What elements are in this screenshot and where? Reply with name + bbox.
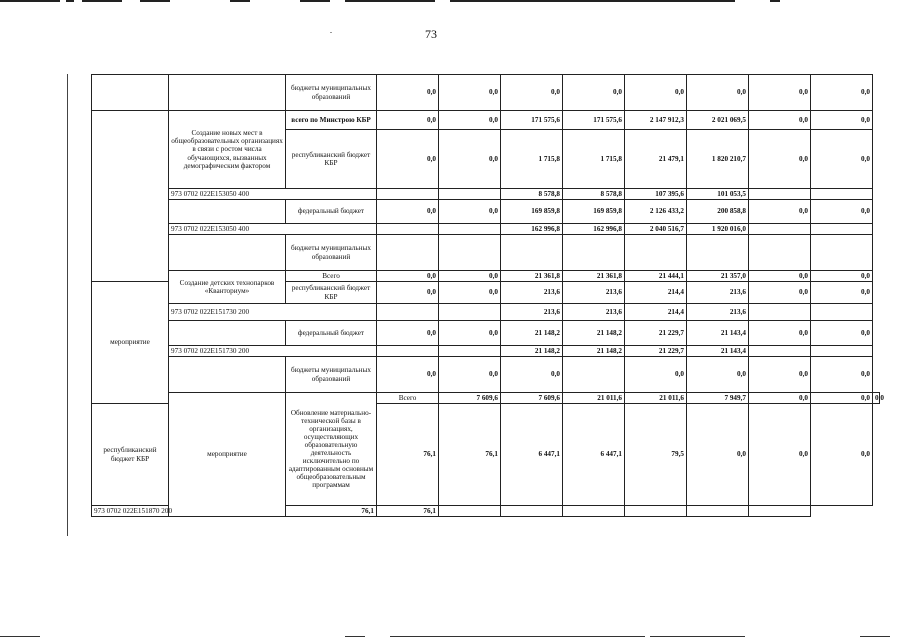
value-cell: 7 609,6: [501, 393, 563, 404]
value-cell: 213,6: [563, 304, 625, 321]
table-row: [92, 304, 880, 321]
value-cell: 0,0: [811, 393, 873, 404]
budget-code-cell: 973 0702 022E151730 200: [169, 304, 377, 321]
value-cell: 7 609,6: [439, 393, 501, 404]
value-cell: 0,0: [749, 357, 811, 393]
table-row: [92, 235, 880, 271]
value-cell: 21 143,4: [687, 321, 749, 346]
value-cell: 0,0: [501, 357, 563, 393]
value-cell: 8 578,8: [563, 189, 625, 200]
source-cell: бюджеты муниципальных образований: [286, 235, 377, 271]
value-cell: 1 820 210,7: [687, 130, 749, 189]
value-cell: [377, 224, 439, 235]
row-name-cell: [169, 357, 286, 393]
value-cell: 0,0: [749, 321, 811, 346]
value-cell: 0,0: [811, 271, 873, 282]
row-name-cell: [169, 200, 286, 224]
table-row: [92, 271, 880, 282]
value-cell: [439, 224, 501, 235]
value-cell: 0,0: [811, 321, 873, 346]
value-cell: 0,0: [377, 282, 439, 304]
value-cell: 107 395,6: [625, 189, 687, 200]
value-cell: 0,0: [625, 357, 687, 393]
value-cell: 21 148,2: [501, 321, 563, 346]
table-row: [92, 321, 880, 346]
value-cell: 0,0: [811, 357, 873, 393]
value-cell: 200 858,8: [687, 200, 749, 224]
value-cell: 2 147 912,3: [625, 111, 687, 130]
bottom-scan-edge: [0, 634, 905, 640]
value-cell: 21 011,6: [625, 393, 687, 404]
value-cell: [811, 346, 873, 357]
table-row: [92, 393, 880, 404]
value-cell: 0,0: [811, 130, 873, 189]
value-cell: [439, 189, 501, 200]
value-cell: [625, 506, 687, 517]
budget-code-cell: 973 0702 022E153050 400: [169, 189, 377, 200]
value-cell: 162 996,8: [501, 224, 563, 235]
source-cell: Всего: [377, 393, 439, 404]
value-cell: 0,0: [873, 393, 880, 404]
value-cell: 213,6: [687, 304, 749, 321]
value-cell: 0,0: [377, 271, 439, 282]
table-row: [92, 506, 880, 517]
source-cell: республиканский бюджет КБР: [286, 130, 377, 189]
value-cell: 0,0: [439, 271, 501, 282]
value-cell: 171 575,6: [563, 111, 625, 130]
value-cell: [439, 346, 501, 357]
row-type-cell: [92, 111, 169, 282]
value-cell: 21 229,7: [625, 346, 687, 357]
budget-code-cell: 973 0702 022E151870 200: [92, 506, 286, 517]
value-cell: 0,0: [625, 75, 687, 111]
value-cell: 0,0: [439, 321, 501, 346]
value-cell: 1 715,8: [563, 130, 625, 189]
value-cell: 21 357,0: [687, 271, 749, 282]
table-row: [92, 346, 880, 357]
value-cell: 79,5: [625, 404, 687, 506]
value-cell: [811, 224, 873, 235]
table-row: [92, 224, 880, 235]
value-cell: 171 575,6: [501, 111, 563, 130]
value-cell: 0,0: [749, 130, 811, 189]
value-cell: 0,0: [439, 75, 501, 111]
value-cell: 76,1: [286, 506, 377, 517]
value-cell: 2 021 069,5: [687, 111, 749, 130]
value-cell: 1 920 016,0: [687, 224, 749, 235]
value-cell: 76,1: [377, 404, 439, 506]
value-cell: 0,0: [439, 130, 501, 189]
scan-speck: [330, 32, 332, 33]
budget-code-cell: 973 0702 022E153050 400: [169, 224, 377, 235]
page-number: 73: [425, 27, 437, 41]
source-cell: федеральный бюджет: [286, 200, 377, 224]
value-cell: 6 447,1: [501, 404, 563, 506]
row-type-cell: мероприятие: [92, 282, 169, 404]
value-cell: [501, 506, 563, 517]
value-cell: 8 578,8: [501, 189, 563, 200]
budget-table: [91, 74, 884, 517]
source-cell: федеральный бюджет: [286, 321, 377, 346]
value-cell: 0,0: [687, 357, 749, 393]
value-cell: 169 859,8: [501, 200, 563, 224]
value-cell: 2 126 433,2: [625, 200, 687, 224]
value-cell: 213,6: [501, 282, 563, 304]
value-cell: 0,0: [749, 404, 811, 506]
value-cell: [749, 224, 811, 235]
value-cell: [563, 235, 625, 271]
table-row: [92, 189, 880, 200]
activity-name-cell: Создание новых мест в общеобразовательных организациях в связи с ростом числа обучающихся, вызванных демографическим фактором: [169, 111, 286, 189]
value-cell: [811, 189, 873, 200]
value-cell: 0,0: [687, 75, 749, 111]
value-cell: 0,0: [563, 75, 625, 111]
value-cell: [811, 304, 873, 321]
row-name-cell: [169, 235, 286, 271]
value-cell: 213,6: [563, 282, 625, 304]
value-cell: 0,0: [377, 200, 439, 224]
value-cell: 21 148,2: [563, 346, 625, 357]
value-cell: 21 479,1: [625, 130, 687, 189]
value-cell: 0,0: [439, 200, 501, 224]
value-cell: [377, 346, 439, 357]
value-cell: 214,4: [625, 282, 687, 304]
top-scan-edge: [0, 0, 905, 4]
source-cell: республиканский бюджет КБР: [92, 404, 169, 506]
value-cell: [563, 357, 625, 393]
value-cell: 214,4: [625, 304, 687, 321]
value-cell: 21 361,8: [563, 271, 625, 282]
value-cell: 21 229,7: [625, 321, 687, 346]
row-type-cell: [92, 75, 169, 111]
value-cell: 0,0: [377, 75, 439, 111]
value-cell: 0,0: [377, 321, 439, 346]
value-cell: 0,0: [811, 111, 873, 130]
value-cell: 0,0: [439, 282, 501, 304]
value-cell: 0,0: [749, 393, 811, 404]
left-margin-line: [67, 74, 68, 536]
value-cell: 21 143,4: [687, 346, 749, 357]
value-cell: 1 715,8: [501, 130, 563, 189]
value-cell: [625, 235, 687, 271]
value-cell: [439, 506, 501, 517]
value-cell: 213,6: [501, 304, 563, 321]
source-cell: всего по Минстрою КБР: [286, 111, 377, 130]
value-cell: 169 859,8: [563, 200, 625, 224]
activity-name-cell: Создание детских технопарков «Кванториум»: [169, 271, 286, 304]
value-cell: 0,0: [377, 130, 439, 189]
value-cell: 21 444,1: [625, 271, 687, 282]
value-cell: [439, 235, 501, 271]
row-name-cell: [169, 75, 286, 111]
value-cell: 213,6: [687, 282, 749, 304]
value-cell: 0,0: [811, 404, 873, 506]
source-cell: Всего: [286, 271, 377, 282]
source-cell: бюджеты муниципальных образований: [286, 75, 377, 111]
source-cell: республиканский бюджет КБР: [286, 282, 377, 304]
value-cell: 21 148,2: [501, 346, 563, 357]
budget-table-wrapper: [91, 74, 884, 517]
value-cell: [749, 506, 811, 517]
value-cell: 0,0: [377, 111, 439, 130]
value-cell: 0,0: [749, 271, 811, 282]
value-cell: [563, 506, 625, 517]
value-cell: [749, 189, 811, 200]
value-cell: [377, 235, 439, 271]
value-cell: 21 361,8: [501, 271, 563, 282]
table-row: [92, 111, 880, 130]
value-cell: 0,0: [687, 404, 749, 506]
value-cell: 0,0: [811, 200, 873, 224]
value-cell: 76,1: [377, 506, 439, 517]
table-row: [92, 357, 880, 393]
value-cell: 21 148,2: [563, 321, 625, 346]
value-cell: 0,0: [749, 200, 811, 224]
source-cell: бюджеты муниципальных образований: [286, 357, 377, 393]
row-name-cell: [169, 321, 286, 346]
value-cell: 0,0: [377, 357, 439, 393]
budget-code-cell: 973 0702 022E151730 200: [169, 346, 377, 357]
value-cell: 76,1: [439, 404, 501, 506]
value-cell: 21 011,6: [563, 393, 625, 404]
value-cell: [687, 506, 749, 517]
value-cell: 0,0: [749, 282, 811, 304]
value-cell: [749, 304, 811, 321]
value-cell: [811, 235, 873, 271]
value-cell: [377, 189, 439, 200]
value-cell: 0,0: [811, 282, 873, 304]
value-cell: 0,0: [811, 75, 873, 111]
activity-name-cell: Обновление материально-технической базы в организациях, осуществляющих образовательную деятельность исключительно по адаптированным основным общеобразовательным программам: [286, 393, 377, 506]
value-cell: [749, 346, 811, 357]
value-cell: 101 053,5: [687, 189, 749, 200]
value-cell: [377, 304, 439, 321]
value-cell: [687, 235, 749, 271]
value-cell: 7 949,7: [687, 393, 749, 404]
value-cell: 6 447,1: [563, 404, 625, 506]
value-cell: [501, 235, 563, 271]
table-row: [92, 75, 880, 111]
value-cell: [439, 304, 501, 321]
row-type-cell: мероприятие: [169, 393, 286, 517]
value-cell: 2 040 516,7: [625, 224, 687, 235]
value-cell: 0,0: [501, 75, 563, 111]
table-row: [92, 200, 880, 224]
value-cell: 0,0: [439, 111, 501, 130]
value-cell: 0,0: [749, 111, 811, 130]
value-cell: 162 996,8: [563, 224, 625, 235]
value-cell: 0,0: [439, 357, 501, 393]
value-cell: 0,0: [749, 75, 811, 111]
value-cell: [749, 235, 811, 271]
